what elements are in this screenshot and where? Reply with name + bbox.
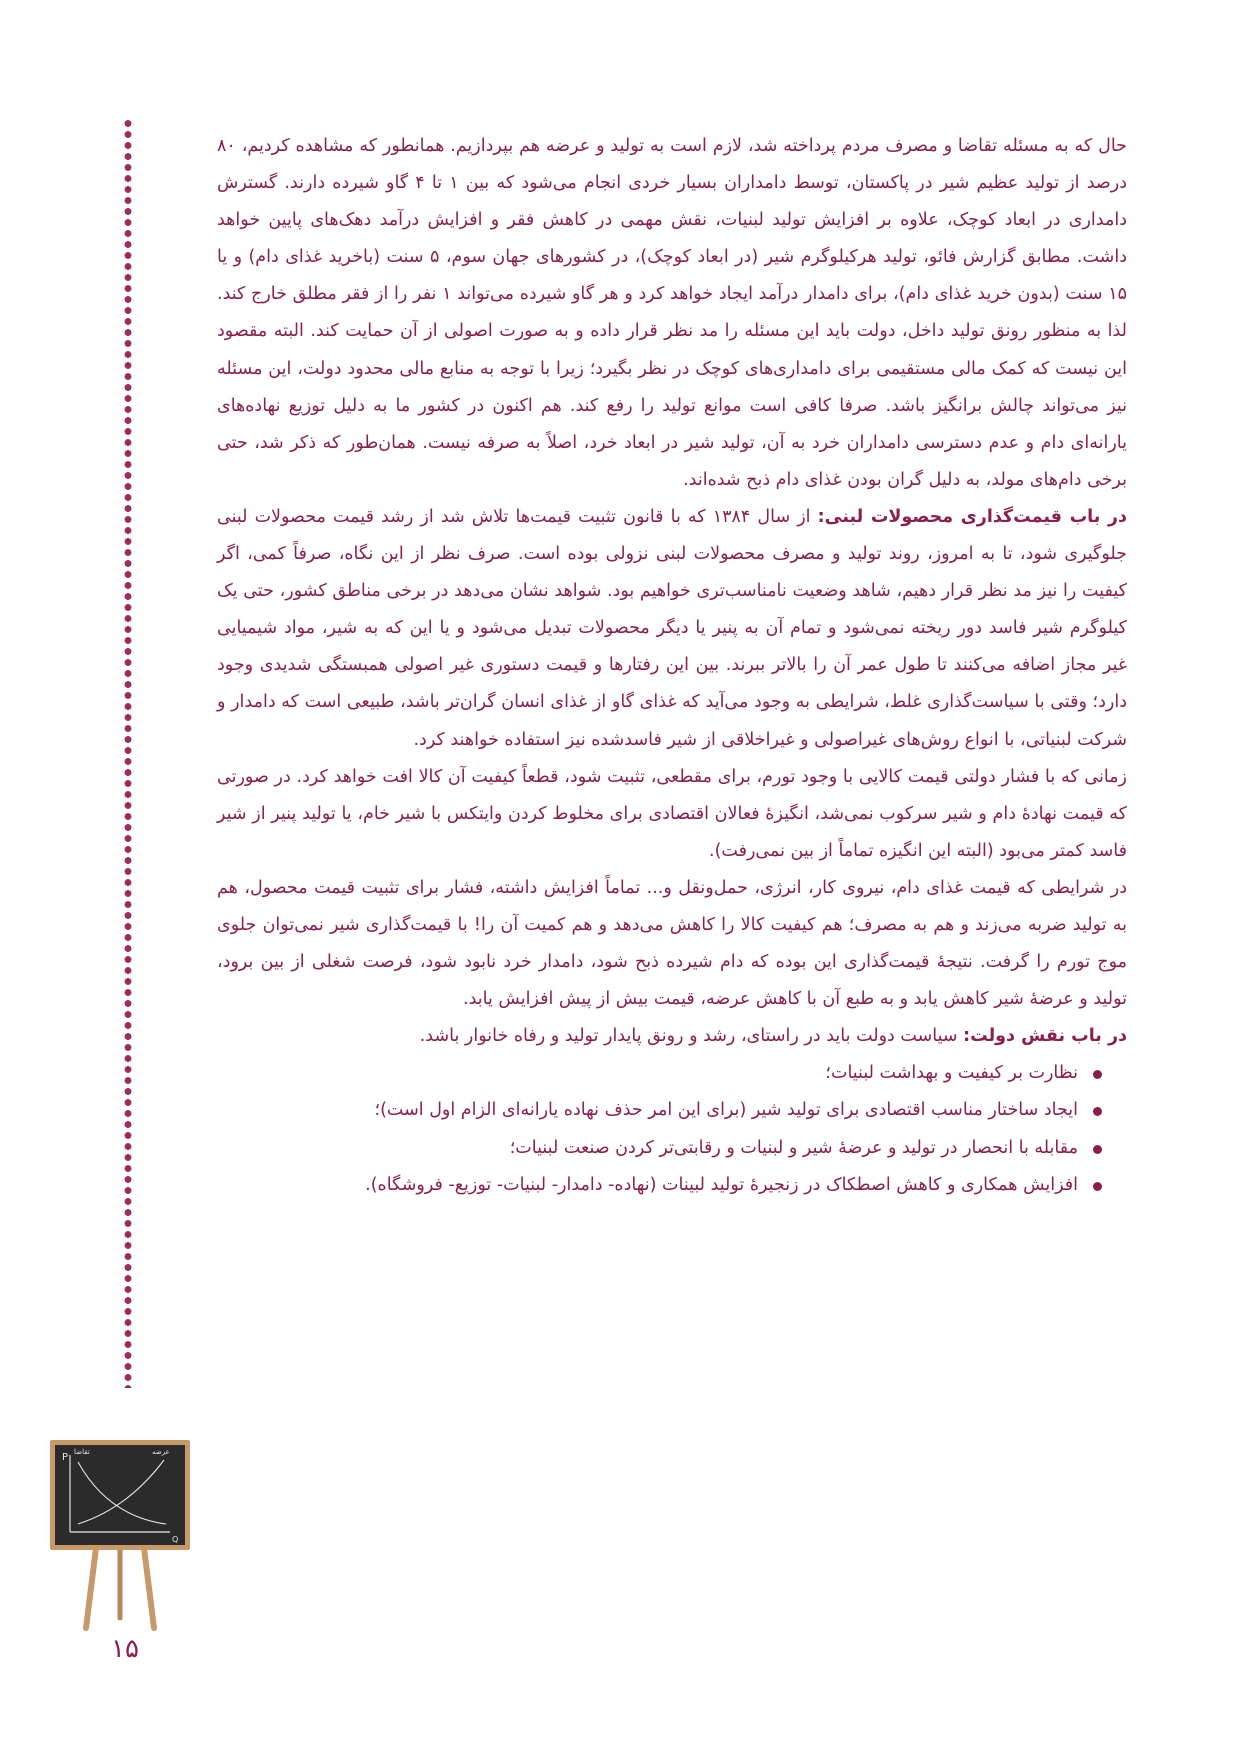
paragraph-government-role-text: سیاست دولت باید در راستای، رشد و رونق پایدار تولید و رفاه خانوار باشد. xyxy=(419,1026,964,1047)
dotted-margin-rule xyxy=(123,118,133,1388)
paragraph-price-pressure: زمانی که با فشار دولتی قیمت کالایی با وجود تورم، برای مقطعی، تثبیت شود، قطعاً کیفیت آن کالا افت خواهد کرد. در صورتی که قیمت نهادهٔ دام و شیر سرکوب نمی‌شد، انگیزهٔ فعالان اقتصادی برای مخلوط کردن وایتکس با شیر خام، یا تولید پنیر از شیر فاسد کمتر می‌بود (البته این انگیزه تماماً از بین نمی‌رفت). xyxy=(217,766,1127,861)
y-axis-label: P xyxy=(62,1452,69,1463)
paragraph-pricing-text: از سال ۱۳۸۴ که با قانون تثبیت قیمت‌ها تلاش شد از رشد قیمت محصولات لبنی جلوگیری شود، تا به امروز، روند تولید و مصرف محصولات لبنی نزولی بوده است. صرف نظر از این نگاه، صرفاً کمی، اگر کیفیت را نیز مد نظر قرار دهیم، شاهد وضعیت نامناسب‌تری خواهیم بود. شواهد نشان می‌دهد در برخی مناطق کشور، حتی یک کیلوگرم شیر فاسد دور ریخته نمی‌شود و تمام آن به پنیر یا دیگر محصولات تبدیل می‌شود و یا این که به شیر، مواد شیمیایی غیر مجاز اضافه می‌کنند تا طول عمر آن را بالاتر ببرند. بین این رفتارها و قیمت دستوری غیر اصولی همبستگی شدیدی وجود دارد؛ وقتی با سیاست‌گذاری غلط، شرایطی به وجود می‌آید که غذای گاو از غذای انسان گران‌تر باشد، طبیعی است که دامدار و شرکت لبنیاتی، با انواع روش‌های غیراصولی و غیراخلاقی از شیر فاسدشده نیز استفاده خواهند کرد. xyxy=(217,506,1127,750)
policy-bullet-list xyxy=(217,1055,1127,1203)
list-item-text: ایجاد ساختار مناسب اقتصادی برای تولید شیر (برای این امر حذف نهاده یارانه‌ای الزام اول است)؛ xyxy=(374,1100,1078,1121)
list-item xyxy=(217,1130,1102,1167)
list-item xyxy=(217,1092,1102,1129)
heading-government-role: در باب نقش دولت: xyxy=(963,1026,1127,1047)
x-axis-label: Q xyxy=(172,1535,179,1544)
bullet-dot-icon xyxy=(1093,1107,1102,1116)
paragraph-inflation: در شرایطی که قیمت غذای دام، نیروی کار، انرژی، حمل‌ونقل و... تماماً افزایش داشته، فشار برای تثبیت قیمت محصول، هم به تولید ضربه می‌زند و هم به مصرف؛ هم کیفیت کالا را کاهش می‌دهد و هم کمیت آن را! با قیمت‌گذاری شیر نمی‌توان جلوی موج تورم را گرفت. نتیجهٔ قیمت‌گذاری این بوده که دام شیرده ذبح شود، دامدار خرد نابود شود، فرصت شغلی از بین برود، تولید و عرضهٔ شیر کاهش یابد و به طبع آن با کاهش عرضه، قیمت بیش از پیش افزایش یابد. xyxy=(217,877,1127,1010)
list-item xyxy=(217,1055,1102,1092)
bullet-dot-icon xyxy=(1093,1145,1102,1154)
bullet-dot-icon xyxy=(1093,1182,1102,1191)
page-number: ۱۵ xyxy=(111,1634,139,1664)
list-item-text: افزایش همکاری و کاهش اصطکاک در زنجیرهٔ تولید لبینات (نهاده- دامدار- لبنیات- توزیع- فروشگاه). xyxy=(365,1174,1078,1195)
paragraph-production: حال که به مسئله تقاضا و مصرف مردم پرداخته شد، لازم است به تولید و عرضه هم بپردازیم. همانطور که مشاهده کردیم، ۸۰ درصد از تولید عظیم شیر در پاکستان، توسط دامداران بسیار خردی انجام می‌شود که بین ۱ تا ۴ گاو شیرده دارند. گسترش دامداری در ابعاد کوچک، علاوه بر افزایش تولید لبنیات، نقش مهمی در کاهش فقر و افزایش درآمد دهک‌های پایین خواهد داشت. مطابق گزارش فائو، تولید هرکیلوگرم شیر (در ابعاد کوچک)، در کشورهای جهان سوم، ۵ سنت (باخرید غذای دام) و یا ۱۵ سنت (بدون خرید غذای دام)، برای دامدار درآمد ایجاد خواهد کرد و هر گاو شیرده می‌تواند ۱ نفر را از فقر مطلق خارج کند. لذا به منظور رونق تولید داخل، دولت باید این مسئله را مد نظر قرار داده و به صورت اصولی از آن حمایت کند. البته مقصود این نیست که کمک مالی مستقیمی برای دامداری‌های کوچک در نظر بگیرد؛ زیرا با توجه به منابع مالی محدود دولت، این مسئله نیز می‌تواند چالش برانگیز باشد. صرفا کافی است موانع تولید را رفع کند. هم اکنون در کشور ما به دلیل توزیع نهاده‌های یارانه‌ای دام و عدم دسترسی دامداران خرد به آن، تولید شیر در ابعاد خرد، اصلاً به صرفه نیست. همان‌طور که ذکر شد، حتی برخی دام‌های مولد، به دلیل گران بودن غذای دام ذبح شده‌اند. xyxy=(217,136,1128,490)
article-body xyxy=(217,128,1127,1204)
chalkboard-illustration xyxy=(48,1438,192,1631)
easel-leg-left xyxy=(86,1548,96,1628)
demand-label: تقاضا xyxy=(74,1448,90,1456)
paragraph-pricing xyxy=(217,499,1127,759)
bullet-dot-icon xyxy=(1093,1070,1102,1079)
list-item-text: نظارت بر کیفیت و بهداشت لبنیات؛ xyxy=(825,1063,1078,1084)
easel-leg-right xyxy=(144,1548,154,1628)
supply-label: عرضه xyxy=(152,1448,170,1456)
list-item-text: مقابله با انحصار در تولید و عرضهٔ شیر و لبنیات و رقابتی‌تر کردن صنعت لبنیات؛ xyxy=(509,1137,1078,1158)
heading-pricing: در باب قیمت‌گذاری محصولات لبنی: xyxy=(817,506,1127,527)
paragraph-government-role xyxy=(217,1018,1127,1055)
board-surface xyxy=(55,1445,185,1545)
list-item xyxy=(217,1167,1102,1204)
